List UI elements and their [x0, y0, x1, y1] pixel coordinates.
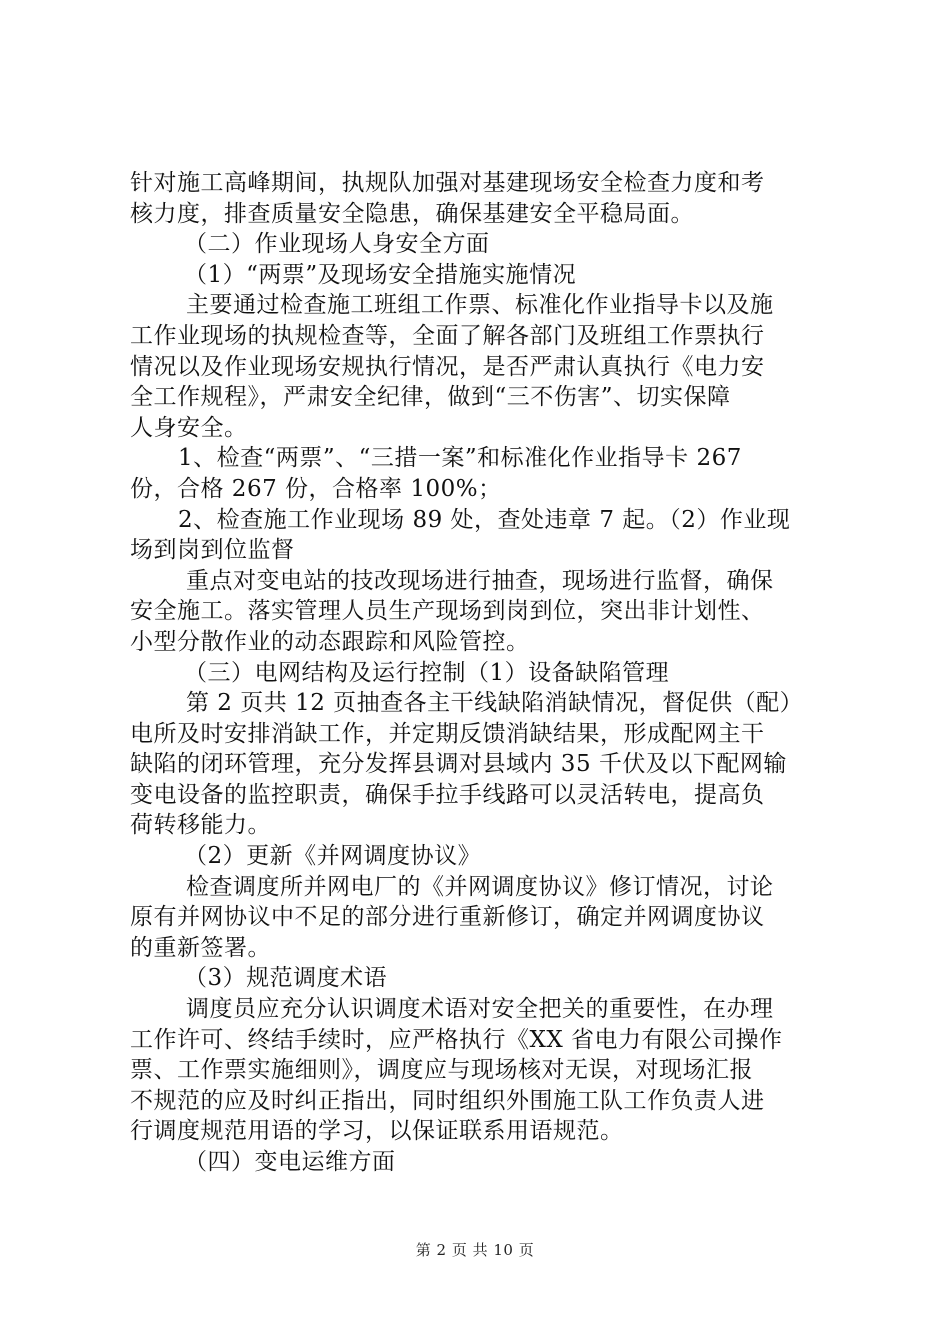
text-line: 电所及时安排消缺工作，并定期反馈消缺结果，形成配网主干: [130, 720, 765, 747]
text-line: 第 2 页共 12 页抽查各主干线缺陷消缺情况，督促供（配）: [186, 690, 804, 717]
text-line: 针对施工高峰期间，执规队加强对基建现场安全检查力度和考: [130, 170, 765, 196]
subsection-heading: （2）更新《并网调度协议》: [184, 843, 482, 870]
text-line: 情况以及作业现场安规执行情况，是否严肃认真执行《电力安: [130, 353, 765, 380]
text-line: 工作业现场的执规检查等，全面了解各部门及班组工作票执行: [130, 322, 765, 349]
text-line: 份，合格 267 份，合格率 100%；: [130, 475, 502, 502]
text-line: 调度员应充分认识调度术语对安全把关的重要性，在办理: [186, 996, 774, 1023]
section-heading: （三）电网结构及运行控制（1）设备缺陷管理: [184, 659, 670, 686]
text-line: 小型分散作业的动态跟踪和风险管控。: [130, 628, 530, 655]
text-line: 检查调度所并网电厂的《并网调度协议》修订情况，讨论: [186, 873, 774, 900]
document-body: [130, 168, 830, 1178]
text-line: 的重新签署。: [130, 934, 271, 961]
text-line: 安全施工。落实管理人员生产现场到岗到位，突出非计划性、: [130, 598, 765, 625]
list-item: 2、检查施工作业现场 89 处，查处违章 7 起。（2）作业现: [178, 506, 791, 533]
text-line: 原有并网协议中不足的部分进行重新修订，确定并网调度协议: [130, 904, 765, 931]
text-line: 荷转移能力。: [130, 812, 271, 839]
text-line: 行调度规范用语的学习，以保证联系用语规范。: [130, 1118, 624, 1145]
subsection-heading: （3）规范调度术语: [184, 965, 388, 992]
section-heading: （四）变电运维方面: [184, 1149, 396, 1175]
text-line: 人身安全。: [130, 414, 248, 441]
subsection-heading: （1）“两票”及现场安全措施实施情况: [184, 261, 577, 288]
text-line: 缺陷的闭环管理，充分发挥县调对县域内 35 千伏及以下配网输: [130, 751, 787, 778]
text-line: 主要通过检查施工班组工作票、标准化作业指导卡以及施: [186, 292, 774, 319]
page-number-label: 第 2 页 共 10 页: [415, 1241, 535, 1259]
text-line: 全工作规程》，严肃安全纪律，做到“三不伤害”、切实保障: [130, 384, 731, 411]
list-item: 1、检查“两票”、“三措一案”和标准化作业指导卡 267: [178, 445, 742, 472]
text-line: 变电设备的监控职责，确保手拉手线路可以灵活转电，提高负: [130, 781, 765, 808]
text-line: 场到岗到位监督: [130, 537, 295, 564]
text-line: 票、工作票实施细则》，调度应与现场核对无误，对现场汇报: [130, 1057, 753, 1084]
text-line: 核力度，排查质量安全隐患，确保基建安全平稳局面。: [130, 200, 694, 227]
text-line: 不规范的应及时纠正指出，同时组织外围施工队工作负责人进: [130, 1087, 765, 1114]
text-line: 工作许可、终结手续时，应严格执行《XX 省电力有限公司操作: [130, 1026, 783, 1053]
page-footer: [0, 1240, 950, 1260]
section-heading: （二）作业现场人身安全方面: [184, 231, 490, 258]
text-line: 重点对变电站的技改现场进行抽查，现场进行监督，确保: [186, 567, 774, 594]
